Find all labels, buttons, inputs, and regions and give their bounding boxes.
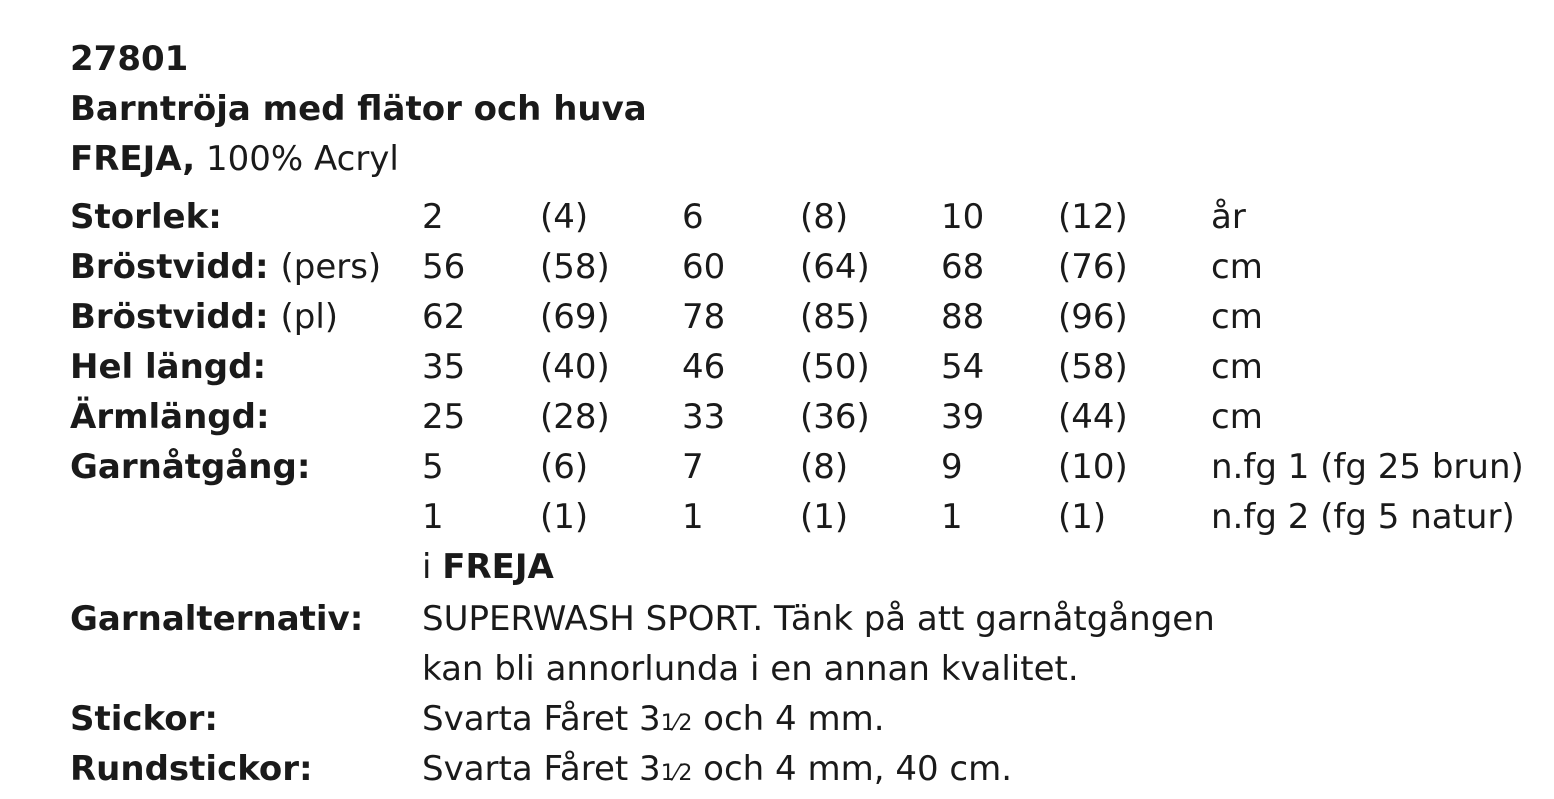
- table-cell: 2: [422, 197, 444, 237]
- row-unit: cm: [1211, 397, 1263, 437]
- table-row: [0, 342, 1554, 392]
- table-cell: 35: [422, 347, 466, 387]
- table-cell: (28): [540, 397, 610, 437]
- table-cell: 46: [682, 347, 726, 387]
- table-cell: (8): [800, 447, 849, 487]
- table-cell: 78: [682, 297, 726, 337]
- yarn-line: [70, 134, 647, 184]
- fraction-half: 1⁄2: [660, 761, 693, 786]
- table-cell: (85): [800, 297, 870, 337]
- table-row: [0, 492, 1554, 542]
- table-cell: (1): [1058, 497, 1107, 537]
- fraction-half: 1⁄2: [660, 711, 693, 736]
- table-cell: 54: [941, 347, 985, 387]
- table-cell: (1): [800, 497, 849, 537]
- table-cell: 1: [682, 497, 704, 537]
- pattern-title: Barntröja med flätor och huva: [70, 89, 647, 129]
- table-cell: (96): [1058, 297, 1128, 337]
- table-cell: (12): [1058, 197, 1128, 237]
- table-cell: 9: [941, 447, 963, 487]
- table-row: [0, 392, 1554, 442]
- yarn-alternative-line1: SUPERWASH SPORT. Tänk på att garnåtgången: [422, 599, 1215, 639]
- row-label: Storlek:: [70, 197, 222, 237]
- table-cell: (50): [800, 347, 870, 387]
- yarn-alternative-line2: kan bli annorlunda i en annan kvalitet.: [422, 649, 1079, 689]
- row-label: Bröstvidd: (pers): [70, 247, 382, 287]
- yarn-in-name: FREJA: [442, 547, 554, 587]
- table-cell: (36): [800, 397, 870, 437]
- table-cell: 7: [682, 447, 704, 487]
- table-cell: 56: [422, 247, 466, 287]
- table-row: [0, 442, 1554, 492]
- row-label: Garnåtgång:: [70, 447, 311, 487]
- needles-row: [0, 694, 1554, 744]
- table-cell: 60: [682, 247, 726, 287]
- table-cell: 39: [941, 397, 985, 437]
- row-label: Bröstvidd: (pl): [70, 297, 339, 337]
- table-cell: (58): [540, 247, 610, 287]
- table-cell: (8): [800, 197, 849, 237]
- table-cell: (10): [1058, 447, 1128, 487]
- row-unit: n.fg 2 (fg 5 natur): [1211, 497, 1515, 537]
- table-cell: (69): [540, 297, 610, 337]
- table-cell: (44): [1058, 397, 1128, 437]
- yarn-content: 100% Acryl: [205, 139, 399, 179]
- yarn-in-line: [422, 542, 554, 592]
- table-cell: 10: [941, 197, 985, 237]
- pattern-number: 27801: [70, 39, 189, 79]
- table-cell: (64): [800, 247, 870, 287]
- table-cell: 1: [941, 497, 963, 537]
- table-cell: (58): [1058, 347, 1128, 387]
- row-unit: cm: [1211, 347, 1263, 387]
- row-label: Ärmlängd:: [70, 397, 270, 437]
- row-label: Hel längd:: [70, 347, 267, 387]
- row-unit: år: [1211, 197, 1246, 237]
- table-cell: 1: [422, 497, 444, 537]
- document-header: [70, 34, 647, 184]
- table-cell: 25: [422, 397, 466, 437]
- circular-needles-label: Rundstickor:: [70, 749, 313, 789]
- table-row: [0, 192, 1554, 242]
- row-unit: cm: [1211, 247, 1263, 287]
- yarn-alternative-text: [422, 594, 1215, 694]
- table-row: [0, 292, 1554, 342]
- yarn-alternative-label: Garnalternativ:: [70, 599, 364, 639]
- table-cell: 5: [422, 447, 444, 487]
- yarn-name: FREJA,: [70, 139, 196, 179]
- table-cell: (76): [1058, 247, 1128, 287]
- circular-needles-row: [0, 744, 1554, 794]
- needles-value: Svarta Fåret 31⁄2 och 4 mm.: [422, 699, 885, 739]
- row-unit: n.fg 1 (fg 25 brun): [1211, 447, 1524, 487]
- table-cell: (4): [540, 197, 589, 237]
- table-cell: 6: [682, 197, 704, 237]
- circular-needles-value: Svarta Fåret 31⁄2 och 4 mm, 40 cm.: [422, 749, 1013, 789]
- table-cell: 33: [682, 397, 726, 437]
- table-cell: (40): [540, 347, 610, 387]
- table-cell: 68: [941, 247, 985, 287]
- needles-label: Stickor:: [70, 699, 218, 739]
- row-unit: cm: [1211, 297, 1263, 337]
- table-cell: 88: [941, 297, 985, 337]
- table-cell: (6): [540, 447, 589, 487]
- yarn-in-prefix: i: [422, 547, 443, 587]
- table-row: [0, 242, 1554, 292]
- table-cell: (1): [540, 497, 589, 537]
- table-cell: 62: [422, 297, 466, 337]
